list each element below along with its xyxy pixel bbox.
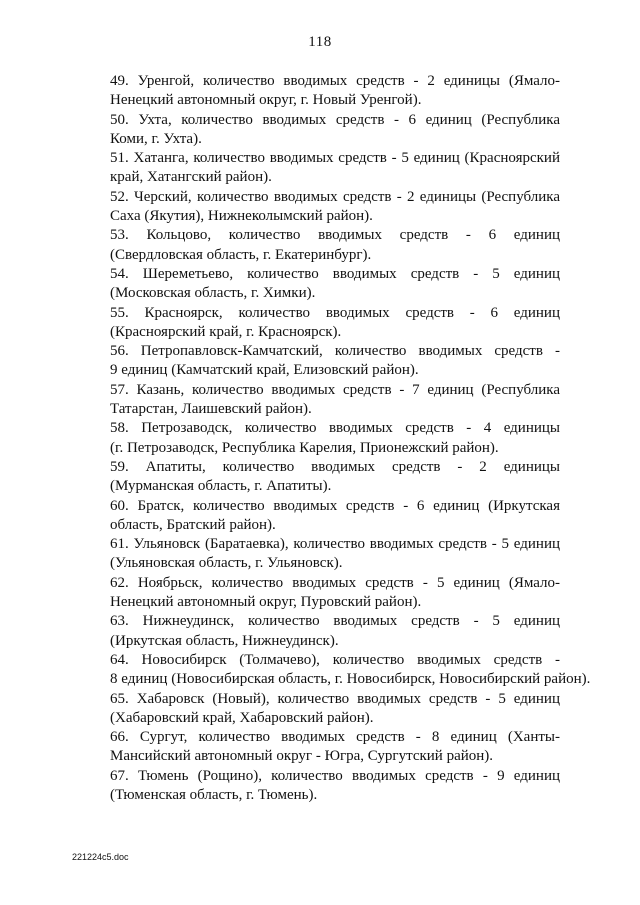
list-item — [72, 497, 560, 536]
entry-line: 61. Ульяновск (Баратаевка), количество вводимых средств - 5 единиц — [110, 536, 560, 553]
list-item — [72, 458, 560, 497]
entry-line: 66. Сургут, количество вводимых средств - 8 единиц (Ханты- — [110, 729, 560, 746]
entry-line: (Ульяновская область, г. Ульяновск). — [110, 555, 343, 572]
document-body — [72, 72, 591, 805]
list-item — [72, 304, 560, 343]
entry-line: 54. Шереметьево, количество вводимых средств - 5 единиц — [110, 265, 560, 282]
entry-line: 49. Уренгой, количество вводимых средств - 2 единицы (Ямало- — [110, 73, 560, 89]
list-item — [72, 767, 560, 806]
document-footer: 221224c5.doc — [72, 852, 129, 862]
list-item — [72, 342, 560, 381]
list-item — [72, 651, 591, 690]
list-item — [72, 226, 560, 265]
list-item — [72, 188, 560, 227]
list-item — [72, 381, 560, 420]
list-item — [72, 574, 560, 613]
list-item — [72, 265, 560, 304]
list-item — [72, 535, 560, 574]
entry-line: (Хабаровский край, Хабаровский район). — [110, 709, 374, 726]
entry-line: Ненецкий автономный округ, г. Новый Уренгой). — [110, 92, 422, 109]
list-item — [72, 111, 560, 150]
entry-line: (Московская область, г. Химки). — [110, 285, 316, 302]
entry-line: 63. Нижнеудинск, количество вводимых средств - 5 единиц — [110, 613, 560, 630]
entry-line: Татарстан, Лаишевский район). — [110, 401, 312, 418]
entry-line: (Тюменская область, г. Тюмень). — [110, 786, 318, 803]
entry-line: 60. Братск, количество вводимых средств - 6 единиц (Иркутская — [110, 497, 560, 514]
entry-line: 65. Хабаровск (Новый), количество вводимых средств - 5 единиц — [110, 690, 560, 707]
entry-line: 59. Апатиты, количество вводимых средств - 2 единицы — [110, 458, 560, 475]
page-number: 118 — [308, 34, 332, 50]
entry-line: 8 единиц (Новосибирская область, г. Новосибирск, Новосибирский район). — [110, 671, 591, 688]
entry-line: (Мурманская область, г. Апатиты). — [110, 478, 332, 495]
entry-line: (Свердловская область, г. Екатеринбург). — [110, 246, 372, 263]
entry-line: Коми, г. Ухта). — [110, 130, 202, 147]
entry-line: 67. Тюмень (Рощино), количество вводимых средств - 9 единиц — [110, 767, 560, 784]
entry-line: 64. Новосибирск (Толмачево), количество вводимых средств - — [110, 651, 560, 668]
entry-line: (Иркутская область, Нижнеудинск). — [110, 632, 339, 649]
entry-line: край, Хатангский район). — [110, 169, 272, 186]
list-item — [72, 690, 560, 729]
entry-line: 55. Красноярск, количество вводимых средств - 6 единиц — [110, 304, 560, 321]
entry-line: 53. Кольцово, количество вводимых средств - 6 единиц — [110, 227, 560, 244]
entry-line: Мансийский автономный округ - Югра, Сургутский район). — [110, 748, 494, 765]
entry-line: Ненецкий автономный округ, Пуровский район). — [110, 594, 422, 611]
entry-line: 50. Ухта, количество вводимых средств - 6 единиц (Республика — [110, 111, 560, 128]
entry-line: 57. Казань, количество вводимых средств - 7 единиц (Республика — [110, 381, 560, 398]
entry-line: 62. Ноябрьск, количество вводимых средств - 5 единиц (Ямало- — [110, 574, 560, 591]
entry-line: 58. Петрозаводск, количество вводимых средств - 4 единицы — [110, 420, 560, 437]
entry-line: 52. Черский, количество вводимых средств - 2 единицы (Республика — [110, 188, 560, 205]
entry-line: 9 единиц (Камчатский край, Елизовский район). — [110, 362, 419, 379]
entry-line: Саха (Якутия), Нижнеколымский район). — [110, 208, 373, 225]
entry-line: (г. Петрозаводск, Республика Карелия, Прионежский район). — [110, 439, 499, 456]
entry-line: 56. Петропавловск-Камчатский, количество вводимых средств - — [110, 343, 560, 360]
entry-line: область, Братский район). — [110, 516, 276, 533]
entry-line: (Красноярский край, г. Красноярск). — [110, 323, 342, 340]
entry-line: 51. Хатанга, количество вводимых средств - 5 единиц (Красноярский — [110, 150, 560, 167]
list-item — [72, 612, 560, 651]
list-item — [72, 149, 560, 188]
list-item — [72, 728, 560, 767]
list-item — [72, 419, 560, 458]
list-item — [72, 72, 560, 111]
